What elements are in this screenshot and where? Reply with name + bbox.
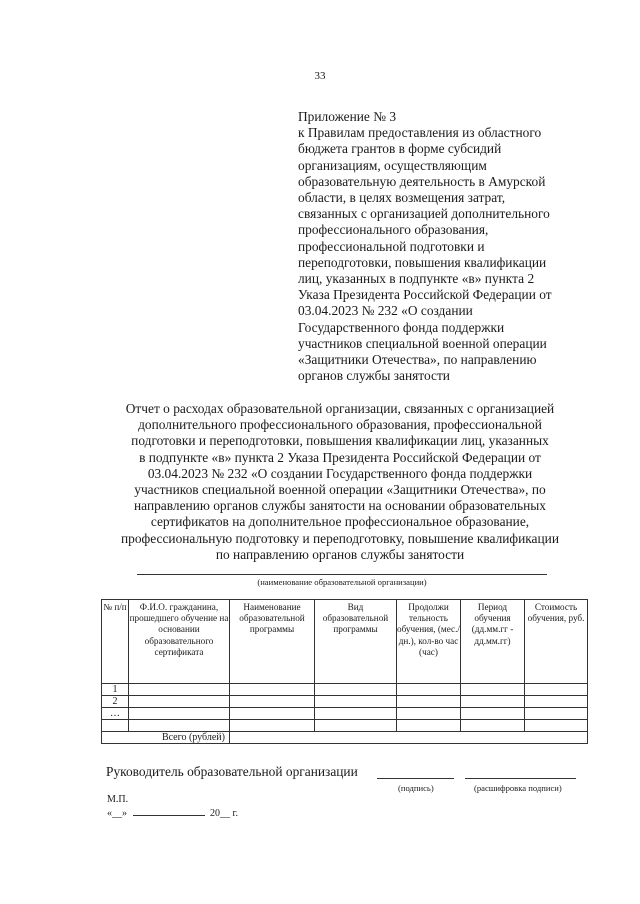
appendix-line: 03.04.2023 № 232 «О создании — [298, 303, 473, 319]
appendix-line: к Правилам предоставления из областного — [298, 125, 542, 141]
report-title-line: направлению органов службы занятости на основании образовательных — [134, 498, 546, 514]
report-title-line: дополнительного профессионального образования, профессиональной — [138, 417, 542, 433]
table-cell — [525, 720, 588, 732]
row-number: 2 — [102, 696, 129, 708]
table-row — [102, 684, 588, 696]
table-cell — [525, 708, 588, 720]
col-header-fio: Ф.И.О. гражданина, прошедшего обучение на основании образовательного сертификата — [129, 600, 230, 684]
table-cell — [129, 708, 230, 720]
table-cell — [397, 720, 461, 732]
appendix-line: переподготовки, повышения квалификации — [298, 254, 547, 270]
col-header-program-name: Наименование образовательной программы — [230, 600, 315, 684]
report-title-line: подготовки и переподготовки, повышения квалификации лиц, указанных — [131, 433, 549, 449]
table-row — [102, 708, 588, 720]
page-number: 33 — [314, 70, 326, 82]
table-cell — [525, 684, 588, 696]
row-number: 1 — [102, 684, 129, 696]
report-title-line: профессиональную подготовку и переподготовку, повышение квалификации — [121, 530, 559, 546]
col-header-program-type: Вид образовательной программы — [315, 600, 397, 684]
table-cell — [129, 696, 230, 708]
table-total-row — [102, 732, 588, 744]
appendix-line: области, в целях возмещения затрат, — [298, 190, 506, 206]
row-number — [102, 720, 129, 732]
signature-caption: (подпись) — [398, 783, 434, 793]
table-cell — [397, 684, 461, 696]
col-header-number: № п/п — [102, 600, 129, 684]
date-day: «__» — [107, 808, 127, 819]
appendix-line: лиц, указанных в подпункте «в» пункта 2 — [298, 271, 535, 287]
appendix-block — [298, 109, 598, 384]
signature-label: Руководитель образовательной организации — [106, 764, 358, 779]
appendix-line: Приложение № 3 — [298, 109, 397, 124]
report-title-line: участников специальной военной операции «Защитники Отечества», по — [134, 482, 546, 498]
table-cell — [315, 720, 397, 732]
report-title-line: сертификатов на дополнительное профессиональное образование, — [150, 514, 530, 530]
table-cell — [461, 696, 525, 708]
org-name-line — [137, 574, 547, 575]
table-cell — [315, 708, 397, 720]
report-title-line: по направлению органов службы занятости — [215, 546, 465, 562]
appendix-line: бюджета грантов в форме субсидий — [298, 141, 502, 157]
decode-signature-line — [465, 778, 576, 779]
table-cell — [461, 720, 525, 732]
appendix-line: участников специальной военной операции — [298, 335, 547, 351]
report-title-line: в подпункте «в» пункта 2 Указа Президента Российской Федерации от — [139, 449, 541, 465]
table-cell — [315, 684, 397, 696]
appendix-line: Государственного фонда поддержки — [298, 319, 505, 335]
table-cell — [461, 684, 525, 696]
date-month-line — [133, 806, 205, 816]
table-cell — [129, 684, 230, 696]
table-cell — [230, 684, 315, 696]
stamp-label: М.П. — [107, 794, 129, 805]
table-cell — [397, 696, 461, 708]
table-row — [102, 720, 588, 732]
appendix-line: организациям, осуществляющим — [298, 157, 487, 173]
appendix-line: «Защитники Отечества», по направлению — [298, 352, 537, 368]
date-year: 20__ г. — [210, 808, 238, 819]
appendix-line: Указа Президента Российской Федерации от — [298, 287, 552, 303]
col-header-duration: Продолжи тельность обучения, (мес./дн.), кол-во час (час) — [397, 600, 461, 684]
appendix-line: профессиональной подготовки и — [298, 238, 485, 254]
decode-signature-caption: (расшифровка подписи) — [474, 783, 562, 793]
table-header-row — [102, 600, 588, 684]
col-header-period: Период обучения (дд.мм.гг - дд.мм.гг) — [461, 600, 525, 684]
signature-line — [377, 778, 454, 779]
report-title — [95, 401, 585, 563]
table-cell — [315, 696, 397, 708]
report-table — [101, 599, 588, 744]
table-cell — [230, 708, 315, 720]
table-cell — [230, 696, 315, 708]
report-title-line: 03.04.2023 № 232 «О создании Государственного фонда поддержки — [147, 465, 533, 481]
table-cell — [525, 696, 588, 708]
col-header-cost: Стоимость обучения, руб. — [525, 600, 588, 684]
appendix-line: образовательную деятельность в Амурской — [298, 173, 546, 189]
total-value-cell — [230, 732, 588, 744]
report-title-line: Отчет о расходах образовательной организации, связанных с организацией — [125, 401, 555, 416]
table-cell — [461, 708, 525, 720]
row-number: … — [102, 708, 129, 720]
org-name-caption: (наименование образовательной организации) — [257, 577, 427, 587]
table-cell — [230, 720, 315, 732]
appendix-line: органов службы занятости — [298, 368, 450, 384]
appendix-line: профессионального образования, — [298, 222, 489, 238]
table-cell — [397, 708, 461, 720]
table-row — [102, 696, 588, 708]
total-label: Всего (рублей) — [102, 732, 230, 744]
date-row — [107, 806, 238, 819]
appendix-line: связанных с организацией дополнительного — [298, 206, 550, 222]
table-cell — [129, 720, 230, 732]
